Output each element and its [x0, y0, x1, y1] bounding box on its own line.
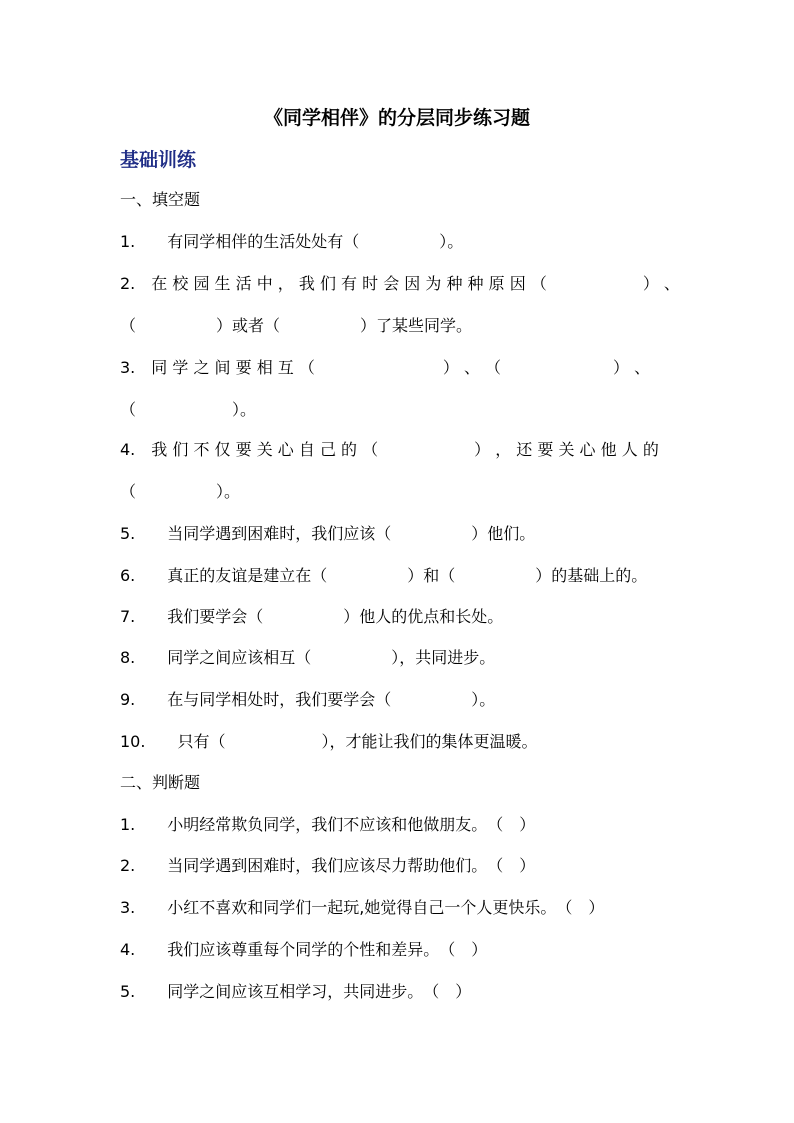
- fill-blank-question-6: 6. 真正的友谊是建立在（ ）和（ ）的基础上的。: [120, 566, 648, 585]
- fill-blank-question-8: 8. 同学之间应该相互（ ），共同进步。: [120, 648, 496, 667]
- fill-blank-question-2: 2. 在 校 园 生 活 中 ， 我 们 有 时 会 因 为 种 种 原 因 （ ） 、: [120, 274, 680, 293]
- fill-blank-question-5: 5. 当同学遇到困难时，我们应该（ ）他们。: [120, 524, 536, 543]
- fill-blank-question-3-cont: （ ）。: [120, 400, 257, 419]
- fill-blank-question-1: 1. 有同学相伴的生活处处有（ ）。: [120, 232, 464, 251]
- true-false-question-4: 4. 我们应该尊重每个同学的个性和差异。 （ ）: [120, 940, 488, 959]
- fill-blank-question-3: 3. 同 学 之 间 要 相 互 （ ） 、 （ ） 、: [120, 358, 651, 377]
- fill-blank-heading: 一、填空题: [120, 190, 201, 209]
- fill-blank-question-4: 4. 我 们 不 仅 要 关 心 自 己 的 （ ） ， 还 要 关 心 他 人 的: [120, 440, 659, 459]
- document-title: 《同学相伴》的分层同步练习题: [263, 107, 530, 129]
- fill-blank-question-9: 9. 在与同学相处时，我们要学会（ ）。: [120, 690, 496, 709]
- true-false-heading: 二、判断题: [120, 773, 201, 792]
- true-false-question-3: 3. 小红不喜欢和同学们一起玩,她觉得自己一个人更快乐。 （ ）: [120, 898, 605, 917]
- fill-blank-question-10: 10. 只有（ ），才能让我们的集体更温暖。: [120, 732, 538, 751]
- section-heading: 基础训练: [120, 149, 197, 171]
- true-false-question-2: 2. 当同学遇到困难时，我们应该尽力帮助他们。 （ ）: [120, 856, 536, 875]
- fill-blank-question-2-cont: （ ）或者（ ）了某些同学。: [120, 316, 473, 335]
- true-false-question-5: 5. 同学之间应该互相学习，共同进步。 （ ）: [120, 982, 472, 1001]
- fill-blank-question-4-cont: （ ）。: [120, 482, 241, 501]
- true-false-question-1: 1. 小明经常欺负同学，我们不应该和他做朋友。 （ ）: [120, 815, 536, 834]
- fill-blank-question-7: 7. 我们要学会（ ）他人的优点和长处。: [120, 607, 504, 626]
